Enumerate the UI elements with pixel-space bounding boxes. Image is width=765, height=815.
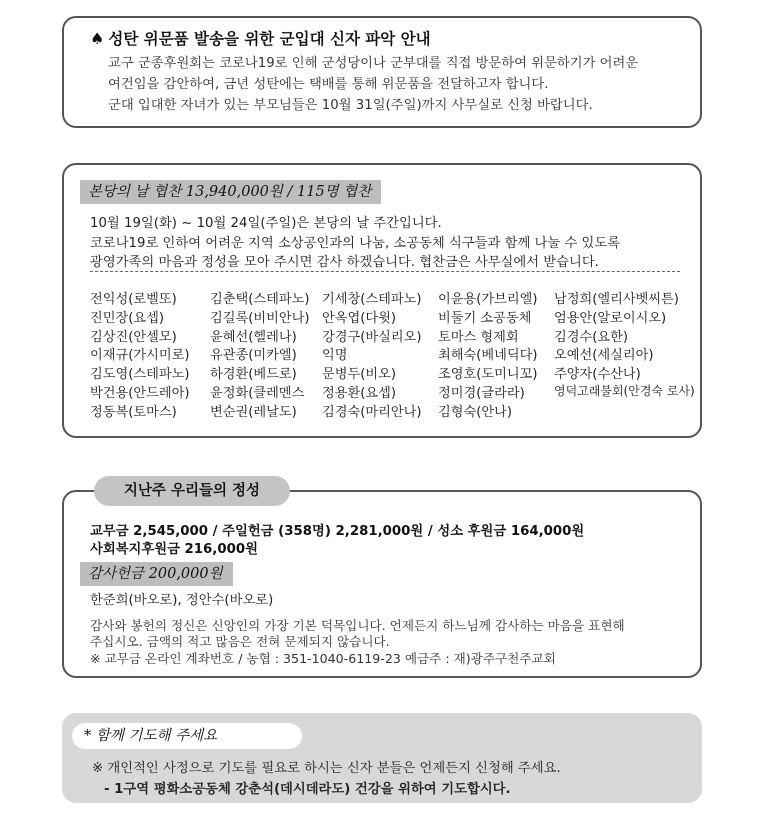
offering-summary-2: 사회복지후원금 216,000원 [90, 542, 258, 557]
donor-name: 윤혜선(헬레나) [210, 329, 297, 345]
donor-name: 강경구(바실리오) [322, 329, 422, 345]
donor-name: 정미경(글라라) [438, 386, 525, 401]
donor-name: 변순권(레날도) [210, 404, 297, 420]
parish-day-line-1: 10월 19일(화) ~ 10월 24일(주일)은 본당의 날 주간입니다. [90, 216, 442, 231]
donor-name: 기세창(스테파노) [322, 292, 422, 307]
donor-name: 오예선(세실리아) [554, 348, 654, 364]
offering-note-1: 감사와 봉헌의 정신은 신앙인의 가장 기본 덕목입니다. 언제든지 하느님께 감사하는 마음을 표현해 [90, 618, 625, 633]
parish-day-tag: 본당의 날 협찬 13,940,000원 / 115명 협찬 [80, 180, 381, 204]
donor-name: 정동복(토마스) [90, 404, 177, 420]
donor-name: 김경숙(마리안나) [322, 404, 422, 420]
offering-summary-1: 교무금 2,545,000 / 주일헌금 (358명) 2,281,000원 / 성소 후원금 164,000원 [90, 524, 585, 539]
donor-name: 익명 [322, 348, 348, 364]
donor-name: 김형숙(안나) [438, 404, 512, 420]
offering-note-2: 주십시오. 금액의 적고 많음은 전혀 문제되지 않습니다. [90, 634, 390, 649]
donor-name: 김상진(안셀모) [90, 329, 177, 345]
notice-line-1: 교구 군종후원회는 코로나19로 인해 군성당이나 군부대를 직접 방문하여 위문하기가 어려운 [108, 56, 639, 71]
prayer-tag: * 함께 기도해 주세요 [72, 723, 302, 749]
donor-name: 윤정화(클레멘스 [210, 386, 305, 401]
donor-name: 김경수(요한) [554, 329, 628, 345]
thanks-offering-tag: 감사헌금 200,000원 [80, 562, 233, 586]
donor-name: 유관종(미카엘) [210, 348, 297, 364]
notice-line-3: 군대 입대한 자녀가 있는 부모님들은 10월 31일(주일)까지 사무실로 신청 바랍니다. [108, 98, 593, 113]
donor-name: 비둘기 소공동체 [438, 310, 532, 326]
notice-title: ♠ 성탄 위문품 발송을 위한 군입대 신자 파악 안내 [90, 29, 431, 48]
donor-name: 박건용(안드레아) [90, 386, 190, 401]
donor-name: 주양자(수산나) [554, 367, 641, 383]
donor-name: 조영호(도미니꼬) [438, 367, 538, 383]
offering-pill-title: 지난주 우리들의 정성 [94, 476, 290, 506]
notice-line-2: 여건임을 감안하여, 금년 성탄에는 택배를 통해 위문품을 전달하고자 합니다. [108, 77, 549, 92]
donor-name: 문병두(비오) [322, 367, 396, 383]
donor-name: 엄용안(알로이시오) [554, 310, 667, 326]
donor-name: 최해숙(베네딕다) [438, 348, 538, 364]
donor-name: 전익성(로벨또) [90, 292, 177, 307]
spade-icon: ♠ [90, 29, 105, 48]
donor-name: 영덕고래불회(안경숙 로사) [554, 384, 695, 398]
donor-name: 진민장(요셉) [90, 310, 164, 326]
account-info: ※ 교무금 온라인 계좌번호 / 농협 : 351-1040-6119-23 예금주 : 재)광주구천주교회 [90, 651, 556, 666]
donor-name: 토마스 형제회 [438, 329, 519, 345]
donor-name: 김춘택(스테파노) [210, 292, 310, 307]
parish-day-line-3: 광영가족의 마음과 정성을 모아 주시면 감사 하겠습니다. 협찬금은 사무실에서 받습니다. [90, 255, 599, 270]
donor-name: 이재규(가시미로) [90, 348, 190, 364]
prayer-line-2: - 1구역 평화소공동체 강춘석(데시데라도) 건강을 위하여 기도합시다. [104, 782, 511, 797]
parish-day-line-2: 코로나19로 인하여 어려운 지역 소상공인과의 나눔, 소공동체 식구들과 함께 나눌 수 있도록 [90, 236, 621, 251]
dashed-divider [90, 271, 680, 272]
donor-name: 이윤용(가브리엘) [438, 292, 538, 307]
prayer-line-1: ※ 개인적인 사정으로 기도를 필요로 하시는 신자 분들은 언제든지 신청해 주세요. [92, 761, 561, 776]
donor-name: 안옥엽(다윗) [322, 310, 396, 326]
donor-name: 남정희(엘리사벳씨튼) [554, 292, 679, 307]
donor-name: 김도영(스테파노) [90, 367, 190, 383]
donor-name: 정용환(요셉) [322, 386, 396, 401]
thanks-offering-names: 한준희(바오로), 정안수(바오로) [90, 593, 274, 608]
donor-name: 하경환(베드로) [210, 367, 297, 383]
donor-name: 김길록(비비안나) [210, 310, 310, 326]
